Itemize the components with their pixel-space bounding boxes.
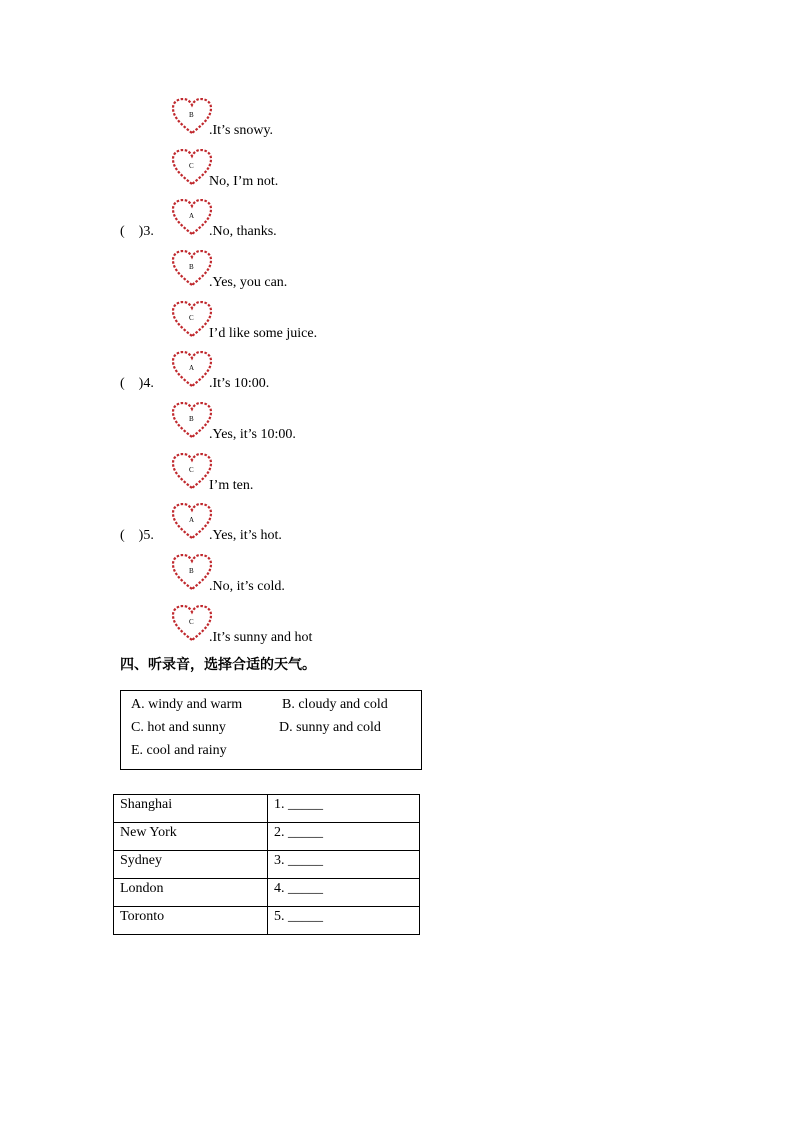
heart-icon (171, 250, 213, 288)
heart-icon (171, 199, 213, 237)
option-letter: A (189, 516, 195, 524)
table-row (114, 879, 420, 907)
option-text: .It’s snowy. (209, 123, 274, 138)
option-letter: C (189, 162, 194, 170)
option-row[interactable] (120, 250, 520, 294)
choice-d: D. sunny and cold (279, 720, 381, 735)
option-row[interactable] (120, 199, 520, 243)
heart-icon (171, 503, 213, 541)
option-row[interactable] (120, 605, 520, 649)
option-text: .No, thanks. (209, 224, 277, 239)
choice-row (131, 697, 388, 713)
option-row[interactable] (120, 149, 520, 193)
question-number: ( )4. (120, 376, 154, 391)
section-title: 四、听录音，选择合适的天气。 (120, 657, 316, 673)
choice-e: E. cool and rainy (131, 743, 227, 758)
answer-cell[interactable]: 1. _____ (268, 795, 420, 823)
option-text: I’d like some juice. (209, 326, 318, 341)
option-text: .Yes, you can. (209, 275, 288, 290)
heart-icon (171, 149, 213, 187)
table-row (114, 907, 420, 935)
option-text: .It’s 10:00. (209, 376, 270, 391)
answer-cell[interactable]: 4. _____ (268, 879, 420, 907)
option-row[interactable] (120, 503, 520, 547)
heart-icon (171, 351, 213, 389)
city-cell: Sydney (114, 851, 268, 879)
option-letter: B (189, 567, 194, 575)
option-letter: A (189, 212, 195, 220)
choice-row (131, 720, 381, 736)
table-row (114, 795, 420, 823)
answer-cell[interactable]: 3. _____ (268, 851, 420, 879)
table-row (114, 823, 420, 851)
choice-a: A. windy and warm (131, 697, 243, 712)
city-cell: Toronto (114, 907, 268, 935)
option-row[interactable] (120, 453, 520, 497)
answer-cell[interactable]: 2. _____ (268, 823, 420, 851)
option-letter: A (189, 364, 195, 372)
table-row (114, 851, 420, 879)
option-text: .Yes, it’s 10:00. (209, 427, 296, 442)
option-text: .Yes, it’s hot. (209, 528, 282, 543)
weather-choices-box (120, 690, 422, 770)
question-number: ( )5. (120, 528, 154, 543)
city-cell: New York (114, 823, 268, 851)
option-row[interactable] (120, 554, 520, 598)
heart-icon (171, 554, 213, 592)
option-text: .No, it’s cold. (209, 579, 285, 594)
choice-row (131, 743, 227, 759)
city-cell: Shanghai (114, 795, 268, 823)
option-text: No, I’m not. (209, 174, 279, 189)
heart-icon (171, 453, 213, 491)
answer-cell[interactable]: 5. _____ (268, 907, 420, 935)
option-letter: C (189, 314, 194, 322)
heart-icon (171, 301, 213, 339)
option-text: I’m ten. (209, 478, 254, 493)
option-row[interactable] (120, 351, 520, 395)
option-letter: C (189, 466, 194, 474)
choice-c: C. hot and sunny (131, 720, 226, 735)
option-row[interactable] (120, 98, 520, 142)
choice-b: B. cloudy and cold (282, 697, 388, 712)
option-letter: B (189, 415, 194, 423)
option-letter: C (189, 618, 194, 626)
heart-icon (171, 98, 213, 136)
option-text: .It’s sunny and hot (209, 630, 313, 645)
question-number: ( )3. (120, 224, 154, 239)
option-letter: B (189, 111, 194, 119)
city-weather-table (113, 794, 420, 935)
option-letter: B (189, 263, 194, 271)
option-row[interactable] (120, 402, 520, 446)
option-row[interactable] (120, 301, 520, 345)
heart-icon (171, 605, 213, 643)
heart-icon (171, 402, 213, 440)
city-cell: London (114, 879, 268, 907)
